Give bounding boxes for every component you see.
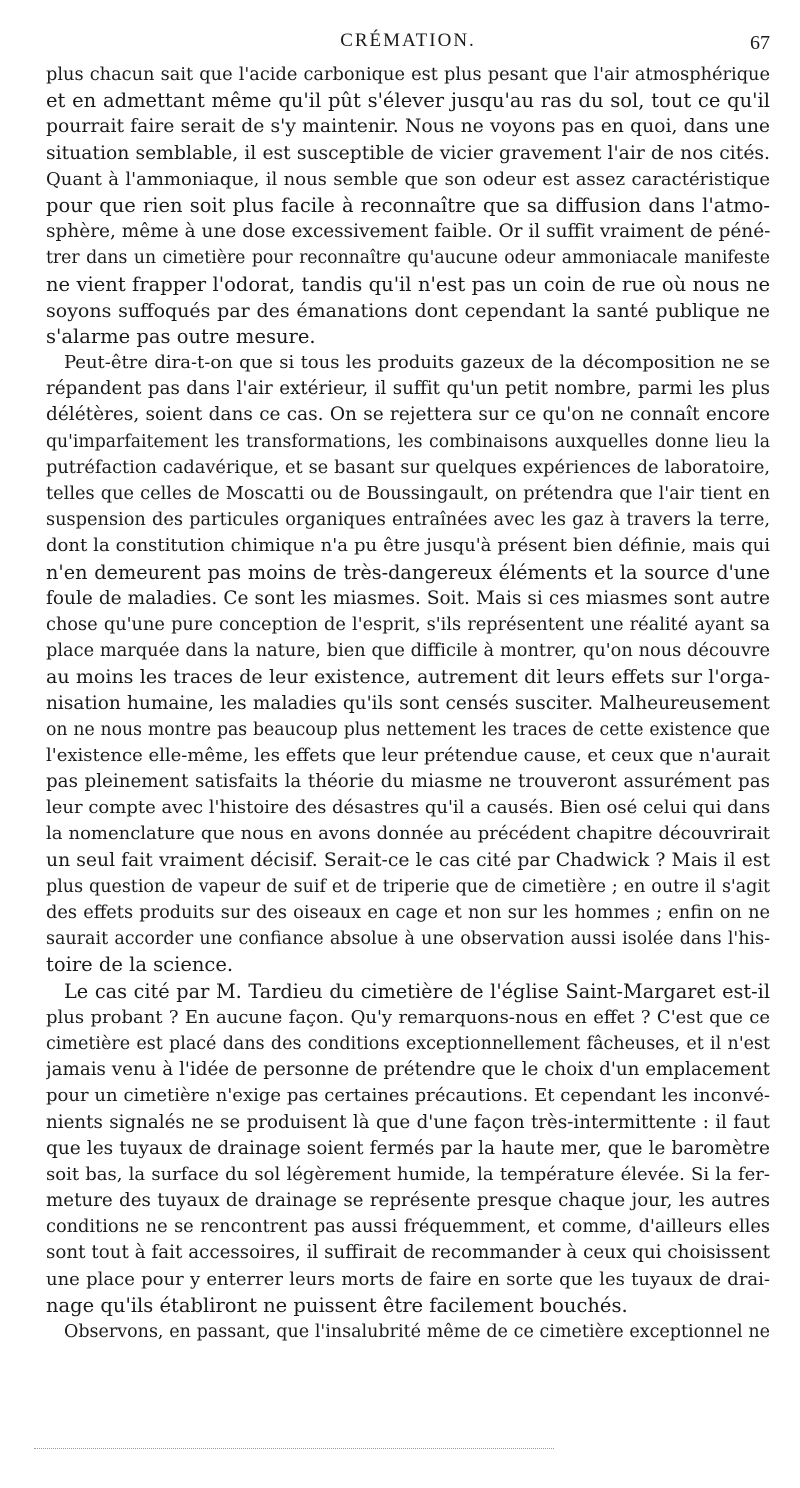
text-line: des effets produits sur des oiseaux en cage et non sur les hommes ; enfin on ne: [46, 903, 770, 923]
text-line: telles que celles de Moscatti ou de Boussingault, on prétendra que l'air tient en: [46, 484, 770, 504]
text-line: plus probant ? En aucune façon. Qu'y remarquons-nous en effet ? C'est que ce: [46, 1006, 770, 1028]
text-line: la nomenclature que nous en avons donnée au précédent chapitre découvrirait: [46, 823, 770, 845]
text-line: pourrait faire serait de s'y maintenir. Nous ne voyons pas en quoi, dans une: [46, 116, 770, 138]
text-line: répandent pas dans l'air extérieur, il suffit qu'un petit nombre, parmi les plus: [46, 378, 770, 400]
paragraph-end-line: s'alarme pas outre mesure.: [46, 324, 316, 348]
text-line: soit bas, la surface du sol légèrement humide, la température élevée. Si la fer-: [46, 1163, 770, 1185]
text-line: dont la constitution chimique n'a pu être jusqu'à présent bien définie, mais qui: [46, 535, 770, 557]
text-line: leur compte avec l'histoire des désastres qu'il a causés. Bien osé celui qui dans: [46, 797, 770, 819]
paragraph-start-line: Le cas cité par M. Tardieu du cimetière de l'église Saint-Margaret est-il: [64, 979, 770, 1003]
paragraph-start-line: Peut-être dira-t-on que si tous les produits gazeux de la décomposition ne se: [64, 352, 770, 374]
text-line: conditions ne se rencontrent pas aussi fréquemment, et comme, d'ailleurs elles: [46, 1217, 770, 1238]
text-line: meture des tuyaux de drainage se représente presque chaque jour, les autres: [46, 1190, 770, 1212]
text-line: l'existence elle-même, les effets que leur prétendue cause, et ceux que n'aurait: [46, 744, 770, 766]
text-line: plus chacun sait que l'acide carbonique est plus pesant que l'air atmosphérique: [46, 65, 770, 85]
text-line: pour que rien soit plus facile à reconnaître que sa diffusion dans l'atmo-: [46, 193, 770, 217]
text-line: nients signalés ne se produisent là que d'une façon très-intermittente : il faut: [46, 1111, 770, 1133]
text-line: soyons suffoqués par des émanations dont cependant la santé publique ne: [46, 299, 770, 322]
body-text: [46, 62, 770, 1345]
text-line: trer dans un cimetière pour reconnaître qu'aucune odeur ammoniacale manifeste: [46, 248, 770, 269]
text-line: saurait accorder une confiance absolue à une observation aussi isolée dans l'his-: [46, 929, 770, 950]
text-line: jamais venu à l'idée de personne de prétendre que le choix d'un emplacement: [46, 1059, 770, 1081]
text-line: sont tout à fait accessoires, il suffirait de recommander à ceux qui choisissent: [46, 1242, 770, 1264]
footer-dotted-rule: [34, 1448, 554, 1449]
running-head: [46, 30, 770, 58]
text-line: Quant à l'ammoniaque, il nous semble que son odeur est assez caractéristique: [46, 168, 770, 190]
text-line: nisation humaine, les maladies qu'ils sont censés susciter. Malheureusement: [46, 692, 770, 714]
text-line: situation semblable, il est susceptible de vicier gravement l'air de nos cités.: [46, 142, 770, 164]
page-number: 67: [750, 32, 770, 54]
text-line: délétères, soient dans ce cas. On se rejettera sur ce qu'on ne connaît encore: [46, 404, 770, 426]
text-line: suspension des particules organiques entraînées avec les gaz à travers la terre,: [46, 510, 770, 531]
text-line: plus question de vapeur de suif et de triperie que de cimetière ; en outre il s'agit: [46, 876, 770, 897]
text-line: n'en demeurent pas moins de très-dangereux éléments et la source d'une: [46, 560, 770, 584]
paragraph-end-line: toire de la science.: [46, 953, 234, 977]
text-line: cimetière est placé dans des conditions exceptionnellement fâcheuses, et il n'est: [46, 1033, 770, 1054]
text-line: un seul fait vraiment décisif. Serait-ce le cas cité par Chadwick ? Mais il est: [46, 849, 770, 871]
text-line: que les tuyaux de drainage soient fermés par la haute mer, que le baromètre: [46, 1137, 770, 1159]
text-line: pas pleinement satisfaits la théorie du miasme ne trouveront assurément pas: [46, 771, 770, 793]
text-line: qu'imparfaitement les transformations, les combinaisons auxquelles donne lieu la: [46, 431, 770, 452]
text-line: sphère, même à une dose excessivement faible. Or il suffit vraiment de péné-: [46, 221, 770, 243]
text-line: ne vient frapper l'odorat, tandis qu'il n'est pas un coin de rue où nous ne: [46, 272, 770, 296]
paragraph-end-line: nage qu'ils établiront ne puissent être facilement bouchés.: [46, 1293, 628, 1317]
text-line: au moins les traces de leur existence, autrement dit leurs effets sur l'orga-: [46, 666, 770, 689]
text-line: on ne nous montre pas beaucoup plus nettement les traces de cette existence que: [46, 719, 770, 740]
text-line: une place pour y enterrer leurs morts de faire en sorte que les tuyaux de drai-: [46, 1268, 770, 1290]
text-line: place marquée dans la nature, bien que difficile à montrer, qu'on nous découvre: [46, 641, 770, 662]
paragraph-start-line: Observons, en passant, que l'insalubrité même de ce cimetière exceptionnel ne: [64, 1322, 770, 1342]
text-line: chose qu'une pure conception de l'esprit, s'ils représentent une réalité ayant sa: [46, 614, 770, 635]
text-line: putréfaction cadavérique, et se basant sur quelques expériences de laboratoire,: [46, 457, 770, 478]
text-line: pour un cimetière n'exige pas certaines précautions. Et cependant les inconvé-: [46, 1085, 770, 1107]
running-title: CRÉMATION.: [340, 30, 476, 51]
text-line: et en admettant même qu'il pût s'élever jusqu'au ras du sol, tout ce qu'il: [46, 89, 770, 113]
text-line: foule de maladies. Ce sont les miasmes. Soit. Mais si ces miasmes sont autre: [46, 587, 770, 609]
